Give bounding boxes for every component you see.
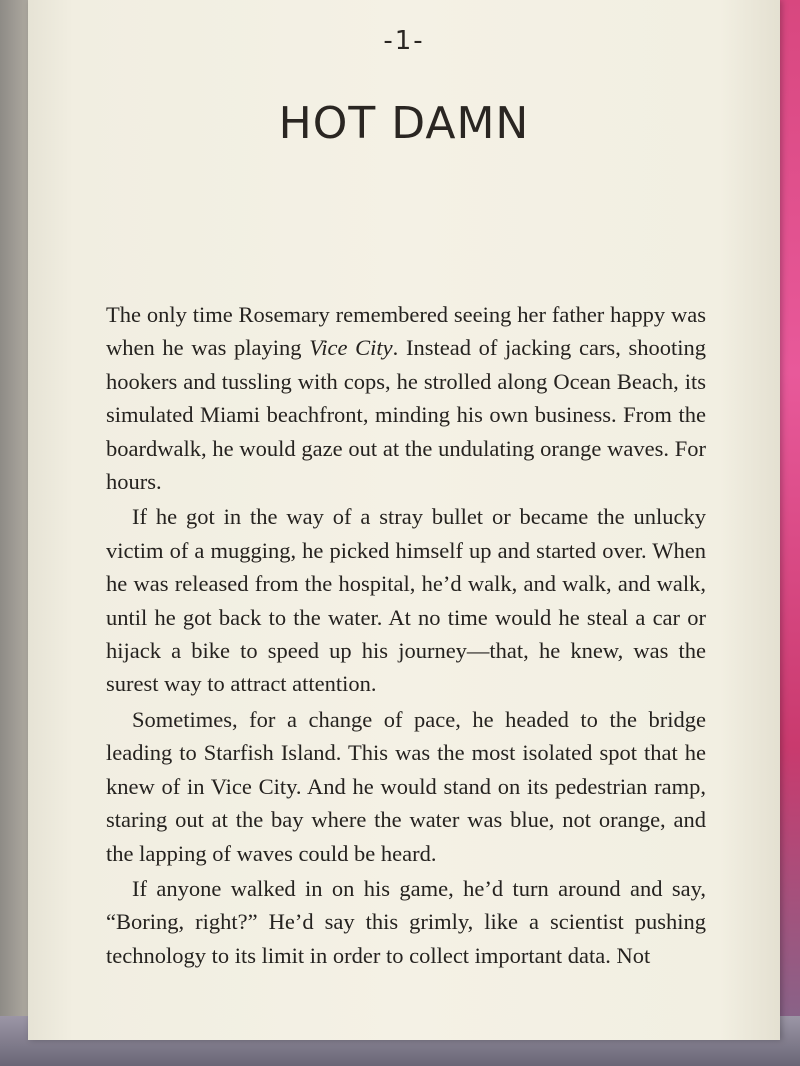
chapter-title: HOT DAMN <box>278 98 530 149</box>
book-page <box>28 0 780 1040</box>
paragraph-3: Sometimes, for a change of pace, he headed to the bridge leading to Starfish Island. This was the most isolated spot that he knew of in Vice City. And he would stand on its pedestrian ramp, staring out at the bay where the water was blue, not orange, and the lapping of waves could be heard. <box>106 706 706 866</box>
body-text <box>106 298 706 972</box>
paragraph-1-text-end: . Instead of jacking cars, shooting hookers and tussling with cops, he strolled along Ocean Beach, its simulated Miami beachfront, minding his own business. From the boardwalk, he would gaze out at the undulating orange waves. For hours. <box>106 335 707 495</box>
paragraph-2: If he got in the way of a stray bullet or became the unlucky victim of a mugging, he picked himself up and started over. When he was released from the hospital, he’d walk, and walk, and walk, until he got back to the water. At no time would he steal a car or hijack a bike to speed up his journey—that, he knew, was the surest way to attract attention. <box>106 504 706 697</box>
paragraph-1-text-start: The only time Rosemary remembered seeing her father happy was when he was playing <box>106 302 706 361</box>
paragraph-4: If anyone walked in on his game, he’d turn around and say, “Boring, right?” He’d say this grimly, like a scientist pushing technology to its limit in order to collect important data. Not <box>106 875 706 968</box>
page-number: -1- <box>383 26 425 56</box>
paragraph-1-italic-title: Vice City <box>309 335 393 361</box>
paragraph-1 <box>106 298 706 498</box>
